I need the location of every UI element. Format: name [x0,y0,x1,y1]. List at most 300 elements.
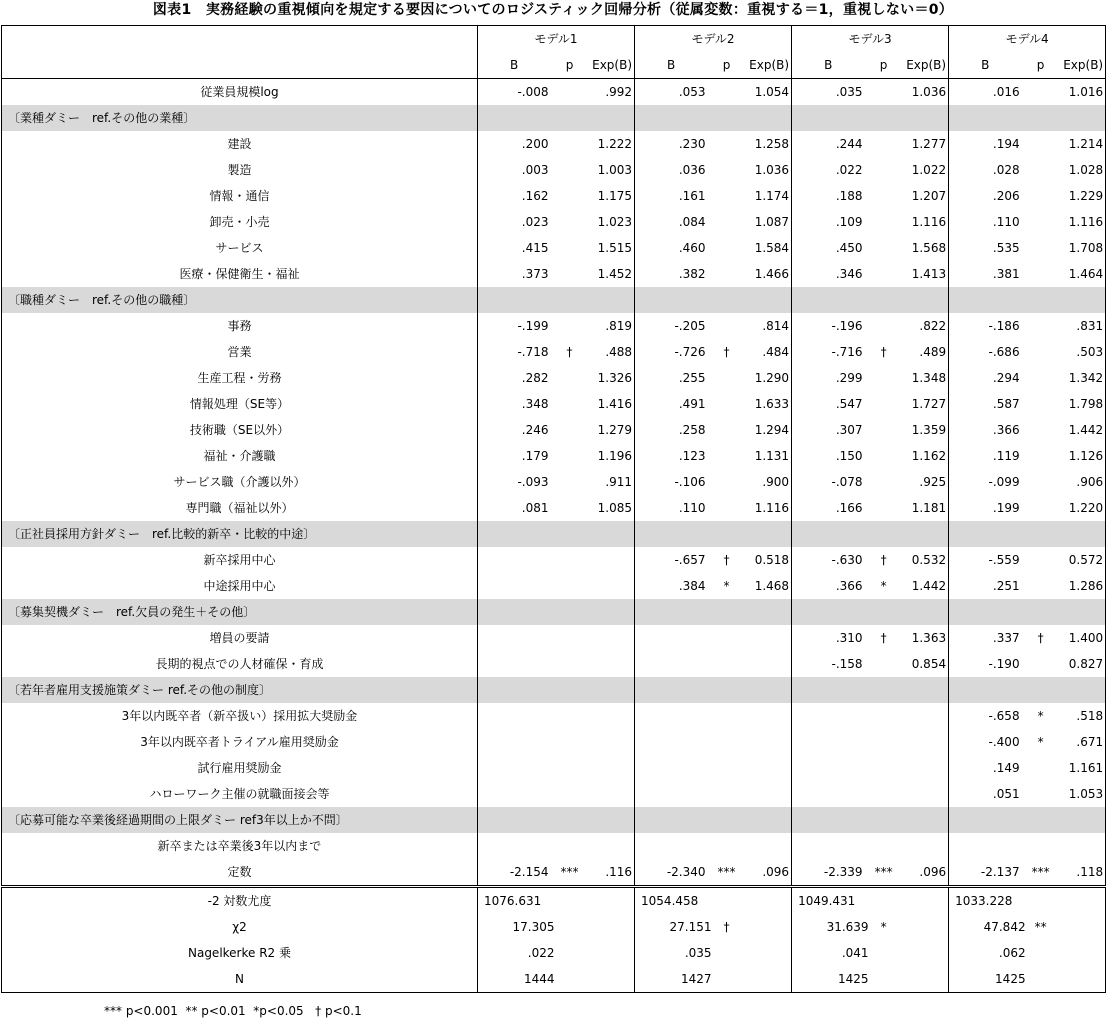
coef-b: .053 [678,85,706,99]
variable-row [2,781,1106,807]
subheader-b: B [949,52,1026,79]
category-blank [792,807,949,833]
header-corner [2,26,478,79]
exp-b: .518 [1056,703,1106,729]
significance-mark [869,833,899,859]
subheader-exp: Exp(B) [585,52,635,79]
exp-b: 1.442 [1056,417,1106,443]
coef-b [792,781,869,807]
significance-mark: † [566,345,573,359]
category-blank [792,105,949,131]
significance-mark [1026,887,1056,915]
subheader-exp: Exp(B) [1056,52,1106,79]
category-blank [949,599,1106,625]
coef-b: -.718 [517,345,549,359]
exp-b [742,729,792,755]
significance-mark [555,365,585,391]
coef-b [635,703,712,729]
significance-mark [1026,573,1056,599]
significance-mark [555,573,585,599]
stat-value: 1444 [478,966,555,993]
significance-mark [869,781,899,807]
stat-blank [742,914,792,940]
exp-b: 1.222 [585,131,635,157]
coef-b: .179 [521,449,549,463]
significance-mark [1026,183,1056,209]
significance-mark [555,391,585,417]
variable-label: 情報処理（SE等） [2,391,478,417]
category-row [2,807,1106,833]
significance-mark [712,313,742,339]
category-blank [478,807,635,833]
exp-b: 1.085 [585,495,635,521]
significance-mark [555,940,585,966]
exp-b: 1.342 [1056,365,1106,391]
category-blank [949,807,1106,833]
coef-b: .337 [992,631,1020,645]
coef-b [478,573,555,599]
significance-mark: * [880,920,887,934]
category-blank [635,105,792,131]
coef-b: -.158 [831,657,863,671]
category-blank [478,521,635,547]
exp-b: 1.584 [742,235,792,261]
stat-blank [899,966,949,993]
exp-b [899,755,949,781]
coef-b: .246 [521,423,549,437]
category-blank [635,521,792,547]
exp-b: 1.214 [1056,131,1106,157]
significance-mark: * [1037,709,1044,723]
variable-label: 定数 [2,859,478,887]
exp-b: 1.116 [1056,209,1106,235]
coef-b [635,833,712,859]
variable-label: 製造 [2,157,478,183]
exp-b: 1.196 [585,443,635,469]
exp-b [742,651,792,677]
coef-b: .003 [521,163,549,177]
exp-b: 1.053 [1056,781,1106,807]
exp-b: .831 [1056,313,1106,339]
variable-row [2,729,1106,755]
exp-b: 1.348 [899,365,949,391]
variable-label: 新卒採用中心 [2,547,478,573]
variable-row [2,651,1106,677]
significance-note: *** p<0.001 ** p<0.01 *p<0.05 † p<0.1 [104,1004,362,1018]
significance-mark [1026,966,1056,993]
coef-b: -.078 [831,475,863,489]
significance-mark [1026,131,1056,157]
coef-b: .310 [835,631,863,645]
exp-b [585,755,635,781]
coef-b: -.686 [988,345,1020,359]
stat-label: Nagelkerke R2 乗 [2,940,478,966]
exp-b: .096 [899,859,949,887]
coef-b: -2.137 [949,859,1026,887]
category-row [2,521,1106,547]
exp-b: 0.827 [1056,651,1106,677]
category-blank [949,521,1106,547]
significance-mark: † [880,553,887,567]
exp-b [742,755,792,781]
significance-mark: *** [712,859,742,887]
variable-label: 営業 [2,339,478,365]
variable-row [2,261,1106,287]
variable-label: 医療・保健衛生・福祉 [2,261,478,287]
significance-mark [555,703,585,729]
exp-b: 1.798 [1056,391,1106,417]
exp-b: 1.028 [1056,157,1106,183]
category-row [2,599,1106,625]
exp-b: 1.022 [899,157,949,183]
variable-label: 技術職（SE以外） [2,417,478,443]
significance-mark [1026,755,1056,781]
exp-b [585,651,635,677]
coef-b: -.658 [988,709,1020,723]
coef-b: .366 [835,579,863,593]
coef-b: .346 [835,267,863,281]
subheader-b: B [792,52,869,79]
significance-mark [712,651,742,677]
stat-value: .035 [684,946,712,960]
coef-b: .200 [521,137,549,151]
subheader-exp: Exp(B) [742,52,792,79]
model-header: モデル1 [478,26,635,53]
coef-b: .382 [678,267,706,281]
exp-b: .819 [585,313,635,339]
stat-value: 1076.631 [478,887,555,915]
significance-mark [555,261,585,287]
exp-b: 1.003 [585,157,635,183]
coef-b: .109 [835,215,863,229]
exp-b: 1.442 [899,573,949,599]
exp-b: 1.416 [585,391,635,417]
exp-b: .488 [585,339,635,365]
significance-mark [555,235,585,261]
significance-mark [712,443,742,469]
exp-b: 1.207 [899,183,949,209]
coef-b [635,755,712,781]
variable-row [2,469,1106,495]
coef-b: .366 [992,423,1020,437]
category-blank [635,807,792,833]
exp-b: .671 [1056,729,1106,755]
significance-mark [712,625,742,651]
variable-row [2,209,1106,235]
significance-mark [1026,833,1056,859]
significance-mark [1026,209,1056,235]
coef-b: -.630 [831,553,863,567]
exp-b: 1.016 [1056,79,1106,106]
stat-blank [899,940,949,966]
significance-mark: *** [1026,859,1056,887]
exp-b [899,833,949,859]
exp-b: 1.290 [742,365,792,391]
exp-b: 1.464 [1056,261,1106,287]
coef-b: -.716 [831,345,863,359]
category-blank [635,677,792,703]
exp-b: 1.054 [742,79,792,106]
stat-row [2,914,1106,940]
significance-mark [555,781,585,807]
significance-mark [1026,651,1056,677]
coef-b: .547 [835,397,863,411]
significance-mark: ** [1034,920,1047,934]
coef-b [949,833,1026,859]
category-row [2,105,1106,131]
exp-b [742,833,792,859]
variable-row [2,859,1106,887]
significance-mark [555,729,585,755]
significance-mark [712,755,742,781]
exp-b: 1.326 [585,365,635,391]
exp-b: .822 [899,313,949,339]
category-label: 〔募集契機ダミー ref.欠員の発生＋その他〕 [2,599,478,625]
coef-b: .294 [992,371,1020,385]
significance-mark [555,914,585,940]
significance-mark [555,79,585,106]
significance-mark [869,651,899,677]
coef-b: .194 [992,137,1020,151]
stat-value: 1033.228 [949,887,1026,915]
significance-mark [869,157,899,183]
exp-b: 0.518 [742,547,792,573]
stat-value: .022 [527,946,555,960]
significance-mark: *** [555,859,585,887]
variable-row [2,443,1106,469]
variable-label: 中途採用中心 [2,573,478,599]
variable-row [2,495,1106,521]
significance-mark: † [880,631,887,645]
category-blank [792,599,949,625]
variable-label: 従業員規模log [2,79,478,106]
variable-row [2,365,1106,391]
coef-b: .384 [678,579,706,593]
stat-blank [899,887,949,915]
exp-b [585,781,635,807]
exp-b: 1.229 [1056,183,1106,209]
significance-mark [555,131,585,157]
significance-mark [712,495,742,521]
significance-mark [712,833,742,859]
exp-b: 1.633 [742,391,792,417]
significance-mark [555,417,585,443]
exp-b: .118 [1056,859,1106,887]
exp-b: 1.452 [585,261,635,287]
category-blank [949,677,1106,703]
exp-b: 1.023 [585,209,635,235]
exp-b [585,547,635,573]
exp-b: .814 [742,313,792,339]
exp-b: .906 [1056,469,1106,495]
coef-b: -.196 [831,319,863,333]
significance-mark [1026,313,1056,339]
significance-mark [555,183,585,209]
variable-label: 情報・通信 [2,183,478,209]
significance-mark [869,443,899,469]
significance-mark [869,131,899,157]
coef-b: -.726 [674,345,706,359]
exp-b: 0.854 [899,651,949,677]
category-blank [478,677,635,703]
exp-b: 1.400 [1056,625,1106,651]
coef-b: .036 [678,163,706,177]
coef-b: .016 [992,85,1020,99]
variable-label: 専門職（福祉以外） [2,495,478,521]
coef-b [635,781,712,807]
significance-mark [712,209,742,235]
stat-value: 1425 [792,966,869,993]
exp-b: 1.181 [899,495,949,521]
category-blank [635,599,792,625]
exp-b: 1.258 [742,131,792,157]
significance-mark [555,469,585,495]
significance-mark: † [723,553,730,567]
exp-b: 1.359 [899,417,949,443]
significance-mark: * [1037,735,1044,749]
coef-b: .110 [678,501,706,515]
coef-b: .491 [678,397,706,411]
exp-b [585,729,635,755]
variable-label: 生産工程・労務 [2,365,478,391]
subheader-p: p [1026,52,1056,79]
significance-mark [1026,157,1056,183]
exp-b: .489 [899,339,949,365]
stat-blank [1056,940,1106,966]
coef-b: .348 [521,397,549,411]
coef-b: .119 [992,449,1020,463]
stat-blank [585,887,635,915]
stat-value: 31.639 [826,920,869,934]
coef-b: .149 [992,761,1020,775]
variable-label: 増員の要請 [2,625,478,651]
variable-label: 試行雇用奨励金 [2,755,478,781]
coef-b: .373 [521,267,549,281]
exp-b [585,625,635,651]
category-row [2,287,1106,313]
coef-b: -.106 [674,475,706,489]
model-header: モデル2 [635,26,792,53]
coef-b [792,833,869,859]
significance-mark [555,966,585,993]
stat-value: 1425 [949,966,1026,993]
coef-b: .299 [835,371,863,385]
subheader-b: B [635,52,712,79]
exp-b [585,833,635,859]
exp-b: .992 [585,79,635,106]
coef-b [478,781,555,807]
variable-row [2,625,1106,651]
stat-value: 1427 [635,966,712,993]
exp-b: 1.277 [899,131,949,157]
coef-b: .188 [835,189,863,203]
coef-b: .051 [992,787,1020,801]
coef-b: .199 [992,501,1020,515]
exp-b: 1.727 [899,391,949,417]
coef-b: -.008 [517,85,549,99]
stat-value: 27.151 [669,920,712,934]
significance-mark [869,391,899,417]
significance-mark [1026,495,1056,521]
variable-row [2,235,1106,261]
stat-row [2,940,1106,966]
coef-b: -.099 [988,475,1020,489]
variable-row [2,833,1106,859]
significance-mark [869,261,899,287]
coef-b [792,755,869,781]
exp-b [1056,833,1106,859]
significance-mark [712,391,742,417]
variable-label: 建設 [2,131,478,157]
coef-b: .035 [835,85,863,99]
stat-label: χ2 [2,914,478,940]
category-row [2,677,1106,703]
variable-row [2,547,1106,573]
significance-mark [1026,339,1056,365]
exp-b: 1.363 [899,625,949,651]
subheader-exp: Exp(B) [899,52,949,79]
significance-mark [869,79,899,106]
stat-blank [742,887,792,915]
table-title: 図表1 実務経験の重視傾向を規定する要因についてのロジスティック回帰分析（従属変数：重視する＝1，重視しない＝0） [152,2,954,18]
coef-b [478,651,555,677]
exp-b: 1.413 [899,261,949,287]
coef-b: .450 [835,241,863,255]
significance-mark [869,755,899,781]
exp-b: 0.532 [899,547,949,573]
significance-mark [712,887,742,915]
exp-b [742,781,792,807]
exp-b [899,703,949,729]
variable-row [2,131,1106,157]
exp-b: 1.162 [899,443,949,469]
coef-b: .244 [835,137,863,151]
exp-b: 1.175 [585,183,635,209]
exp-b: 1.568 [899,235,949,261]
stat-label: N [2,966,478,993]
model-header: モデル3 [792,26,949,53]
significance-mark: *** [869,859,899,887]
stat-value: 1054.458 [635,887,712,915]
variable-row [2,417,1106,443]
significance-mark [1026,391,1056,417]
coef-b: .381 [992,267,1020,281]
variable-row [2,573,1106,599]
category-blank [478,599,635,625]
coef-b: .258 [678,423,706,437]
variable-label: 事務 [2,313,478,339]
coef-b: -.190 [988,657,1020,671]
exp-b [899,781,949,807]
category-blank [792,677,949,703]
significance-mark [869,183,899,209]
exp-b: .925 [899,469,949,495]
exp-b: 0.572 [1056,547,1106,573]
coef-b [635,729,712,755]
variable-row [2,79,1106,106]
variable-label: 新卒または卒業後3年以内まで [2,833,478,859]
subheader-p: p [555,52,585,79]
model-header: モデル4 [949,26,1106,53]
stat-value: .062 [998,946,1026,960]
stat-blank [1056,966,1106,993]
subheader-p: p [869,52,899,79]
variable-row [2,755,1106,781]
significance-mark: † [723,920,730,934]
significance-mark [555,887,585,915]
significance-mark [869,703,899,729]
variable-label: 福祉・介護職 [2,443,478,469]
